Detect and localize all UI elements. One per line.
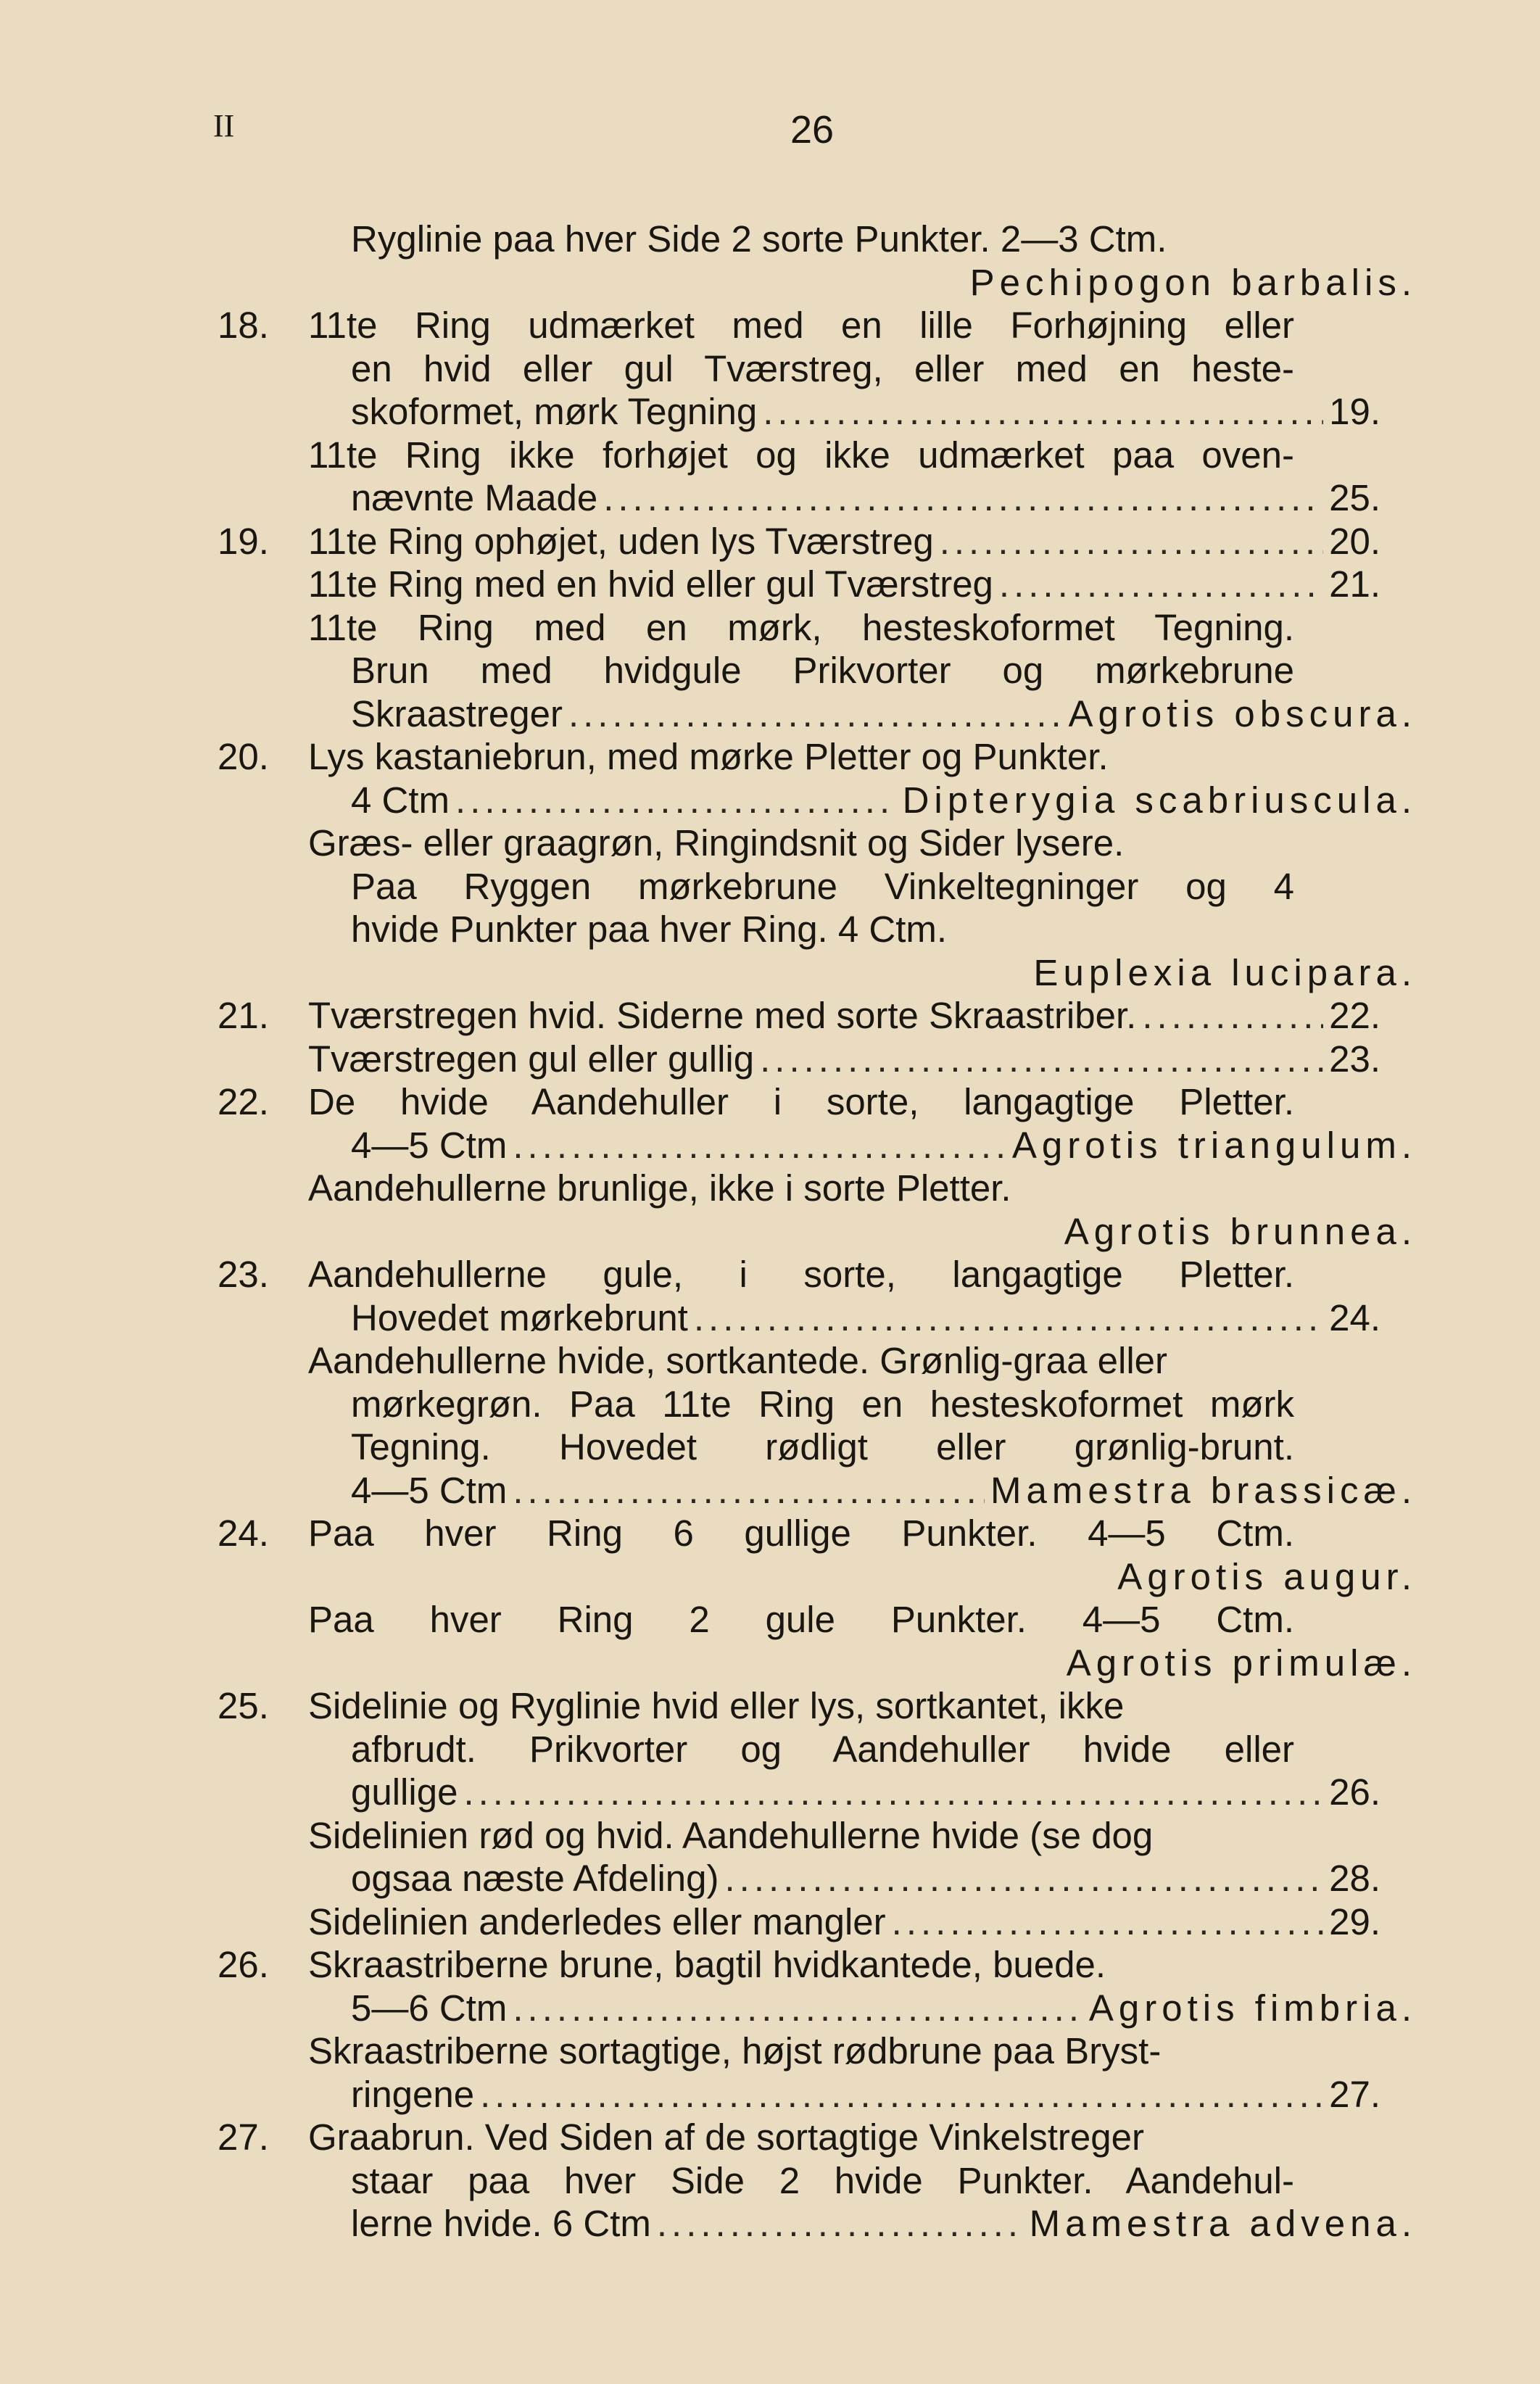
couplet-number: 20. [218, 736, 269, 777]
key-line [0, 1598, 1540, 1642]
key-text-line: nævnte Maade [351, 477, 598, 518]
species-name: Euplexia lucipara. [1033, 951, 1417, 993]
dot-leader [513, 1987, 1083, 2030]
key-text-line: Ryglinie paa hver Side 2 sorte Punkter. 2—3 Ctm. [351, 218, 1167, 260]
key-line [0, 1296, 1540, 1340]
key-line [0, 2073, 1540, 2116]
leader-line [308, 994, 1380, 1038]
couplet-reference: 25. [1329, 477, 1380, 518]
key-line [0, 476, 1540, 520]
key-text-line: Paa hver Ring 2 gule Punkter. 4—5 Ctm. [308, 1599, 1294, 1640]
species-name: Agrotis obscura. [1068, 692, 1417, 734]
key-text-line: Græs- eller graagrøn, Ringindsnit og Sider lysere. [308, 822, 1125, 864]
key-text-line: Sidelinie og Ryglinie hvid eller lys, sortkantet, ikke [308, 1685, 1125, 1726]
key-line [0, 2202, 1540, 2246]
key-text-line: hvide Punkter paa hver Ring. 4 Ctm. [351, 909, 948, 950]
key-line [0, 1814, 1540, 1858]
page-number: 26 [790, 108, 835, 152]
key-line [0, 1253, 1540, 1296]
key-line [0, 261, 1540, 305]
key-text-line: Aandehullerne hvide, sortkantede. Grønlig-graa eller [308, 1340, 1168, 1381]
key-line [0, 1728, 1540, 1771]
leader-line [351, 1857, 1380, 1900]
dot-leader [568, 692, 1063, 736]
couplet-number: 24. [218, 1512, 269, 1554]
species-name: Dipterygia scabriuscula. [902, 779, 1417, 821]
dot-leader [603, 476, 1323, 520]
leader-line [308, 1038, 1380, 1081]
key-text-line: Aandehullerne gule, i sorte, langagtige Pletter. [308, 1254, 1294, 1295]
dot-leader [480, 2073, 1323, 2116]
couplet-reference: 24. [1329, 1296, 1380, 1338]
couplet-number: 25. [218, 1685, 269, 1726]
key-text-line: 5—6 Ctm [351, 1987, 508, 2029]
species-name: Agrotis primulæ. [1066, 1642, 1417, 1684]
key-text-line: Paa hver Ring 6 gullige Punkter. 4—5 Ctm. [308, 1512, 1294, 1554]
key-text-line: Tværstregen gul eller gullig [308, 1038, 755, 1080]
key-text-line: 4 Ctm [351, 779, 450, 821]
key-line [0, 434, 1540, 477]
key-line [0, 735, 1540, 779]
dot-leader [940, 520, 1323, 563]
key-text-line: en hvid eller gul Tværstreg, eller med en heste- [351, 347, 1294, 389]
key-line [0, 1167, 1540, 1210]
couplet-reference: 26. [1329, 1771, 1380, 1813]
leader-line [351, 779, 1417, 822]
leader-line [351, 1771, 1380, 1814]
key-text-line: Aandehullerne brunlige, ikke i sorte Pletter. [308, 1167, 1011, 1209]
key-line [0, 304, 1540, 347]
key-text-line: Skraastriberne brune, bagtil hvidkantede, buede. [308, 1944, 1106, 1985]
key-text-line: 4—5 Ctm [351, 1469, 508, 1511]
key-line [0, 1124, 1540, 1167]
key-text-line: 11te Ring ikke forhøjet og ikke udmærket paa oven- [308, 434, 1294, 476]
leader-line [351, 2073, 1380, 2116]
species-name: Mamestra brassicæ. [990, 1469, 1417, 1511]
couplet-reference: 23. [1329, 1038, 1380, 1080]
leader-line [351, 2202, 1417, 2246]
key-line [0, 1857, 1540, 1900]
key-text-line: gullige [351, 1771, 458, 1813]
key-line [0, 1383, 1540, 1426]
key-line [0, 347, 1540, 391]
leader-line [308, 1900, 1380, 1944]
dot-leader [725, 1857, 1324, 1900]
species-name: Agrotis brunnea. [1064, 1210, 1417, 1252]
key-line [0, 779, 1540, 822]
key-text-line: Hovedet mørkebrunt [351, 1296, 688, 1338]
dot-leader [513, 1124, 1006, 1167]
key-text-line: ringene [351, 2073, 475, 2115]
key-line [0, 218, 1540, 261]
key-text-line: mørkegrøn. Paa 11te Ring en hesteskoformet mørk [351, 1383, 1294, 1425]
key-text-line: Sidelinien rød og hvid. Aandehullerne hvide (se dog [308, 1814, 1154, 1856]
key-line [0, 563, 1540, 606]
leader-line [351, 476, 1380, 520]
key-line [0, 865, 1540, 909]
key-text-line: Skraastriberne sortagtige, højst rødbrune paa Bryst- [308, 2030, 1162, 2071]
key-line [0, 908, 1540, 951]
key-text-line: Tegning. Hovedet rødligt eller grønlig-brunt. [351, 1426, 1294, 1468]
leader-line [308, 520, 1380, 563]
species-name: Mamestra advena. [1029, 2203, 1417, 2244]
key-text-line: 11te Ring ophøjet, uden lys Tværstreg [308, 520, 934, 562]
dot-leader [1142, 994, 1323, 1038]
dot-leader [999, 563, 1323, 606]
leader-line [308, 563, 1380, 606]
key-line [0, 1512, 1540, 1555]
key-line [0, 1210, 1540, 1254]
key-line [0, 994, 1540, 1038]
key-text-line: afbrudt. Prikvorter og Aandehuller hvide eller [351, 1728, 1294, 1770]
key-text-line: Skraastreger [351, 692, 563, 734]
species-name: Pechipogon barbalis. [969, 261, 1417, 303]
key-text-line: Paa Ryggen mørkebrune Vinkeltegninger og 4 [351, 865, 1294, 907]
couplet-reference: 29. [1329, 1900, 1380, 1942]
key-line [0, 1943, 1540, 1987]
dot-leader [760, 1038, 1323, 1081]
couplet-number: 27. [218, 2116, 269, 2158]
key-text-line: 11te Ring med en mørk, hesteskoformet Tegning. [308, 606, 1294, 648]
species-name: Agrotis augur. [1117, 1555, 1417, 1597]
key-text-line: ogsaa næste Afdeling) [351, 1858, 719, 1899]
key-line [0, 951, 1540, 995]
couplet-number: 21. [218, 995, 269, 1036]
key-text-line: Sidelinien anderledes eller mangler [308, 1900, 886, 1942]
key-line [0, 1080, 1540, 1124]
leader-line [351, 1987, 1417, 2030]
leader-line [351, 1124, 1417, 1167]
key-line [0, 1900, 1540, 1944]
key-line [0, 649, 1540, 692]
leader-line [351, 692, 1417, 736]
key-line [0, 1555, 1540, 1599]
couplet-number: 19. [218, 520, 269, 562]
couplet-number: 18. [218, 305, 269, 346]
couplet-reference: 27. [1329, 2073, 1380, 2115]
couplet-number: 26. [218, 1944, 269, 1985]
key-text-line: Brun med hvidgule Prikvorter og mørkebrune [351, 650, 1294, 691]
couplet-reference: 19. [1329, 391, 1380, 432]
dot-leader [763, 390, 1323, 434]
key-line [0, 2159, 1540, 2203]
couplet-number: 23. [218, 1254, 269, 1295]
section-marker: II [213, 108, 235, 144]
dot-leader [513, 1469, 985, 1512]
key-line [0, 2029, 1540, 2073]
key-line [0, 1038, 1540, 1081]
key-text-line: Graabrun. Ved Siden af de sortagtige Vinkelstreger [308, 2116, 1144, 2158]
key-text-line: Tværstregen hvid. Siderne med sorte Skraastriber. [308, 995, 1137, 1036]
dot-leader [694, 1296, 1323, 1340]
key-line [0, 1469, 1540, 1512]
dot-leader [892, 1900, 1323, 1944]
dot-leader [463, 1771, 1323, 1814]
dot-leader [657, 2202, 1024, 2246]
key-text-line: staar paa hver Side 2 hvide Punkter. Aandehul- [351, 2159, 1294, 2201]
key-line [0, 606, 1540, 650]
key-text-line: skoformet, mørk Tegning [351, 391, 758, 432]
key-text-line: 11te Ring med en hvid eller gul Tværstreg [308, 563, 993, 605]
leader-line [351, 1469, 1417, 1512]
couplet-number: 22. [218, 1081, 269, 1122]
species-name: Agrotis fimbria. [1088, 1987, 1417, 2029]
key-line [0, 821, 1540, 865]
couplet-reference: 28. [1329, 1858, 1380, 1899]
species-name: Agrotis triangulum. [1011, 1124, 1417, 1166]
leader-line [351, 390, 1380, 434]
leader-line [351, 1296, 1380, 1340]
couplet-reference: 21. [1329, 563, 1380, 605]
key-line [0, 520, 1540, 563]
key-line [0, 390, 1540, 434]
key-text-line: 4—5 Ctm [351, 1124, 508, 1166]
key-line [0, 1425, 1540, 1469]
key-text [0, 218, 1540, 2246]
key-line [0, 1771, 1540, 1814]
key-line [0, 692, 1540, 736]
key-text-line: De hvide Aandehuller i sorte, langagtige Pletter. [308, 1081, 1294, 1122]
couplet-reference: 20. [1329, 520, 1380, 562]
key-line [0, 1987, 1540, 2030]
couplet-reference: 22. [1329, 995, 1380, 1036]
key-text-line: lerne hvide. 6 Ctm [351, 2203, 651, 2244]
key-line [0, 1684, 1540, 1728]
dot-leader [455, 779, 897, 822]
key-text-line: 11te Ring udmærket med en lille Forhøjning eller [308, 305, 1294, 346]
key-line [0, 1339, 1540, 1383]
key-line [0, 1642, 1540, 1685]
key-text-line: Lys kastaniebrun, med mørke Pletter og Punkter. [308, 736, 1109, 777]
key-line [0, 2116, 1540, 2159]
